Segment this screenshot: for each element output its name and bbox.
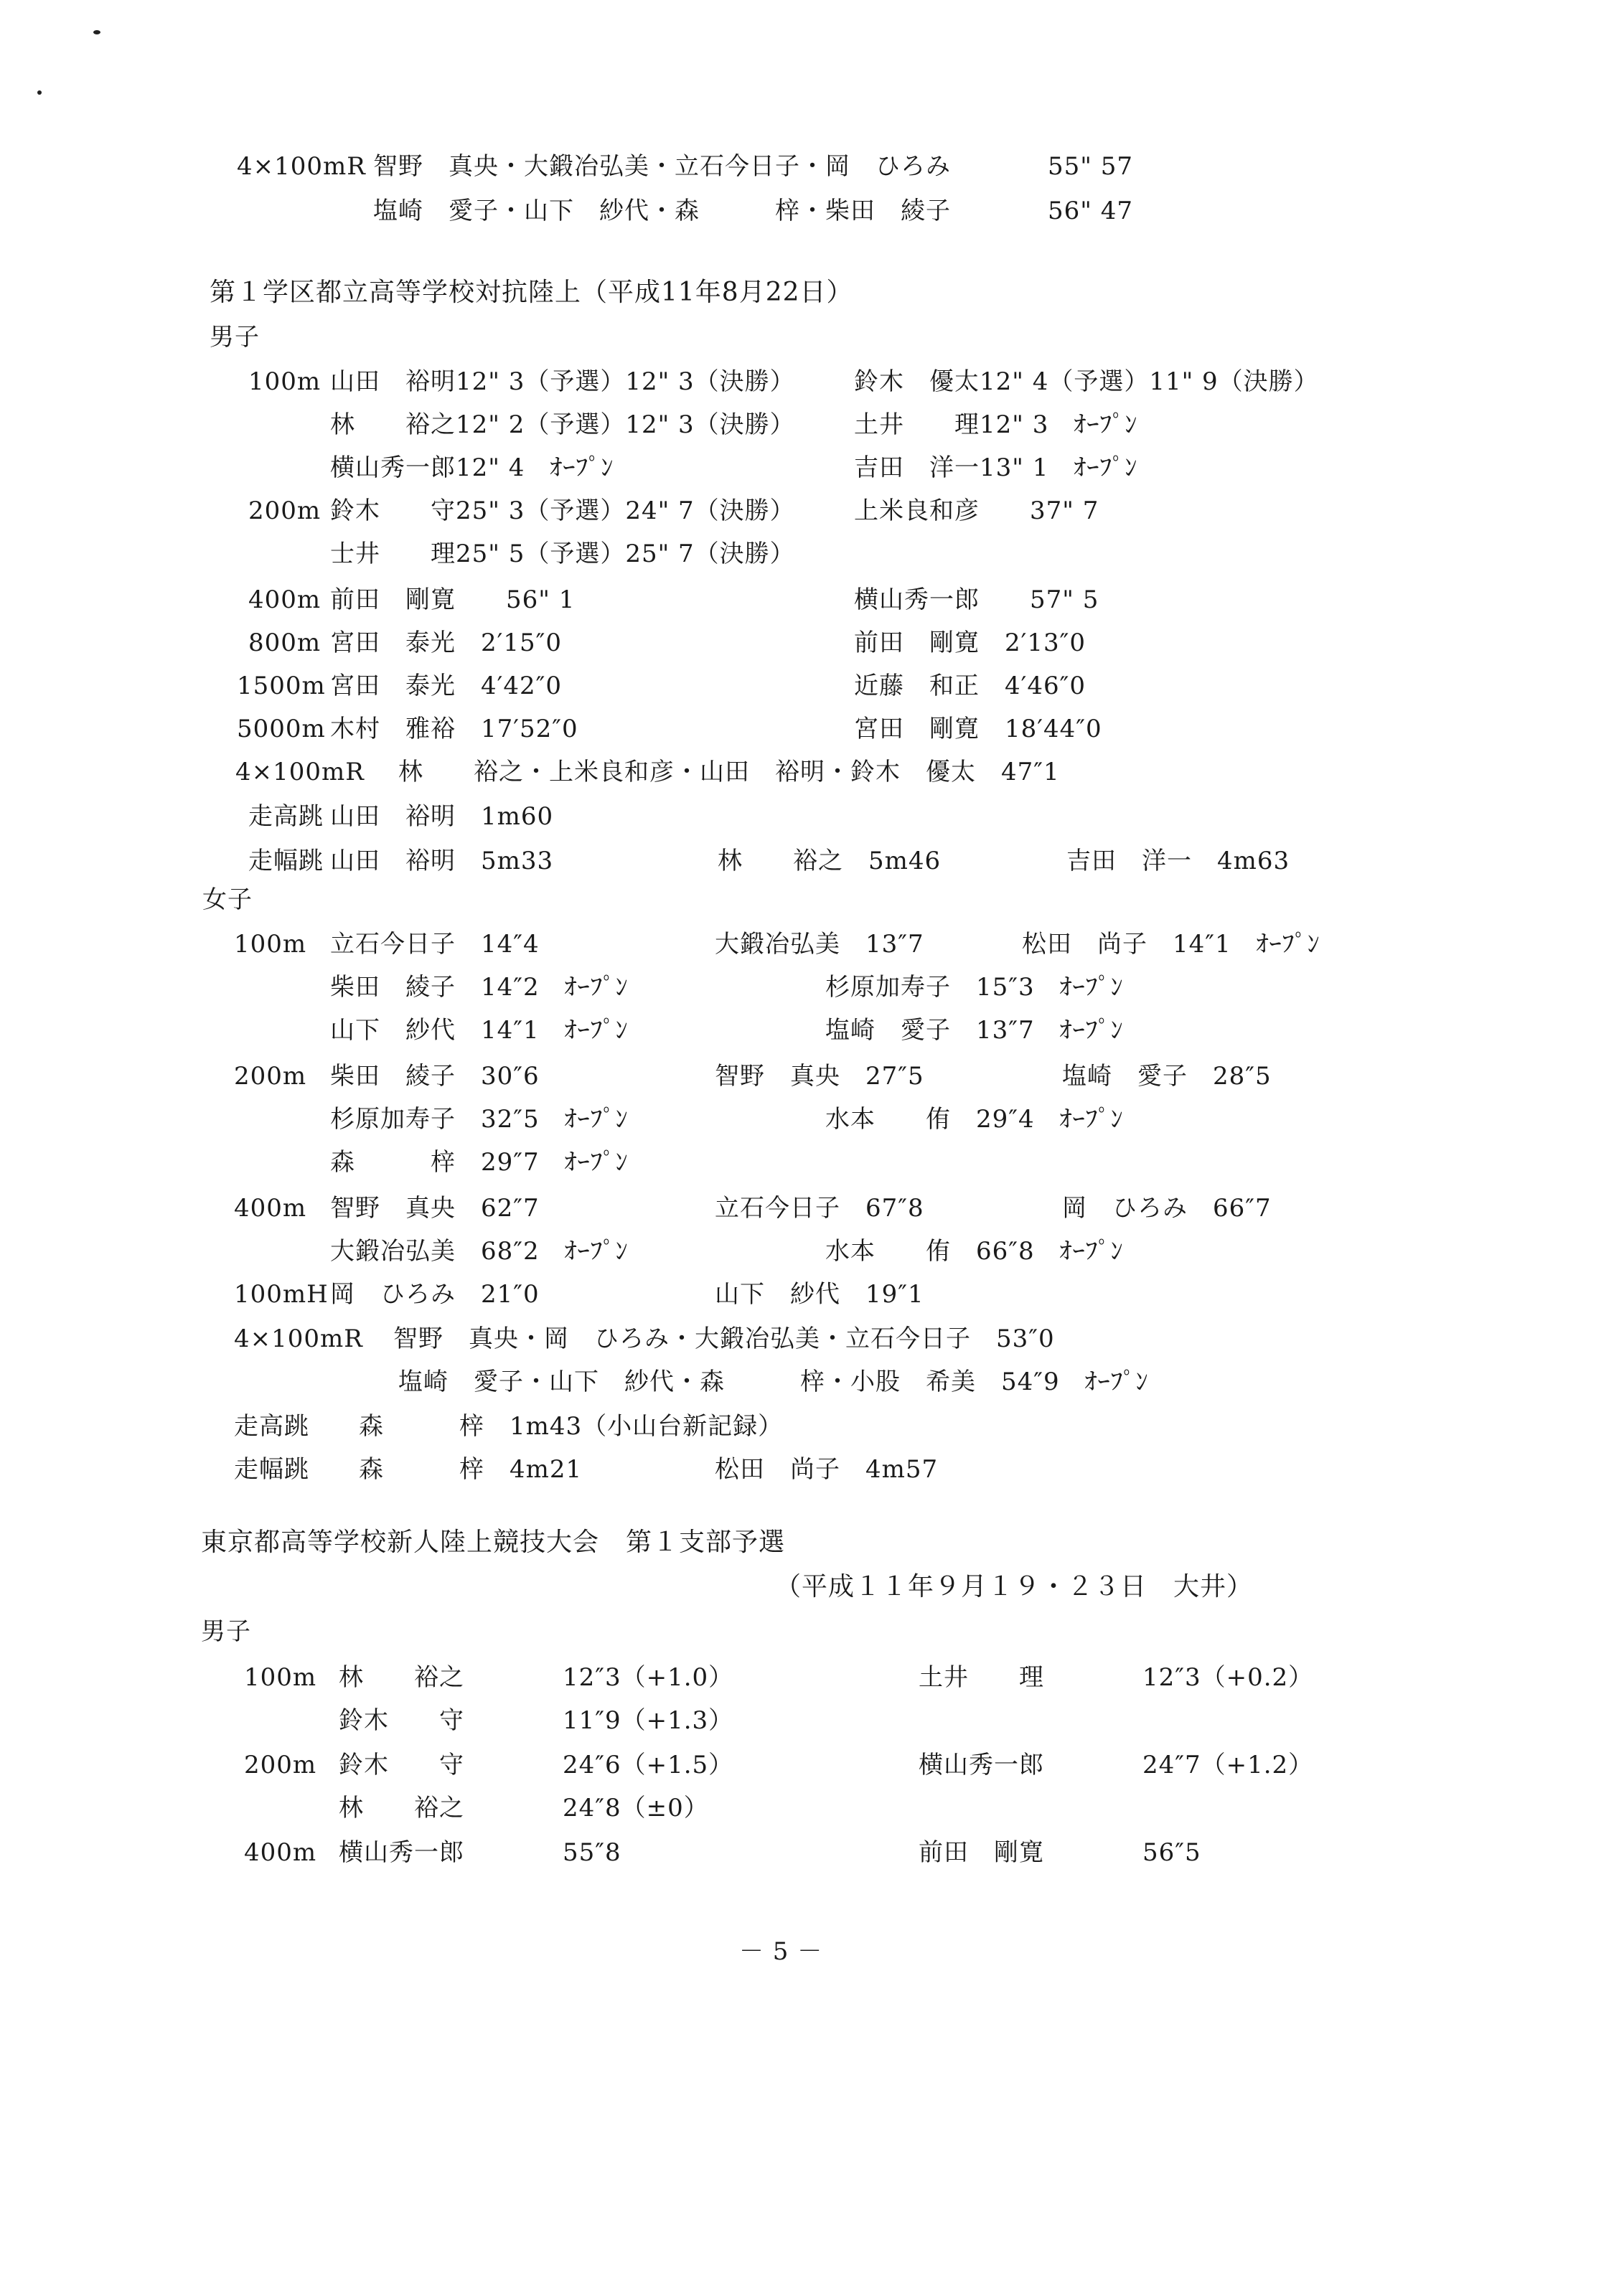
result-entry: 塩崎 愛子・山下 紗代・森 梓・小股 希美 54″9 ｵｰﾌﾟﾝ xyxy=(373,1368,1149,1396)
section-title: 第１学区都立高等学校対抗陸上（平成11年8月22日） xyxy=(210,278,853,307)
result-entry: 大鍛冶弘美 68″2 ｵｰﾌﾟﾝ xyxy=(330,1237,629,1266)
event-label: 200m xyxy=(248,497,321,525)
athlete-name: 横山秀一郎 xyxy=(339,1838,464,1867)
relay-time: 56" 47 xyxy=(1048,197,1133,225)
result-entry: 立石今日子 14″4 xyxy=(330,930,540,959)
result-entry: 土井 理12" 3 ｵｰﾌﾟﾝ xyxy=(854,410,1138,439)
event-label: 100m xyxy=(234,930,307,959)
result-entry: 林 裕之 5m46 xyxy=(718,847,942,875)
result-entry: 林 裕之・上米良和彦・山田 裕明・鈴木 優太 47″1 xyxy=(398,758,1060,786)
result-entry: 吉田 洋一 4m63 xyxy=(1066,847,1290,875)
result-entry: 山田 裕明 1m60 xyxy=(330,802,554,831)
result-entry: 柴田 綾子 30″6 xyxy=(330,1062,540,1091)
result-entry: 横山秀一郎 57" 5 xyxy=(854,585,1099,614)
result-time: 24″6（+1.5） xyxy=(563,1751,734,1779)
result-entry: 森 梓 4m21 xyxy=(359,1455,583,1484)
result-entry: 水本 侑 29″4 ｵｰﾌﾟﾝ xyxy=(825,1105,1124,1134)
result-entry: 前田 剛寛 56" 1 xyxy=(330,585,576,614)
result-time: 56″5 xyxy=(1142,1838,1201,1867)
scan-speck xyxy=(93,30,100,34)
result-entry: 鈴木 優太12" 4（予選）11" 9（決勝） xyxy=(854,367,1319,396)
relay-team: 智野 真央・大鍛冶弘美・立石今日子・岡 ひろみ xyxy=(373,152,951,181)
men-label: 男子 xyxy=(201,1617,251,1646)
event-label: 200m xyxy=(234,1062,307,1091)
athlete-name: 土井 理 xyxy=(919,1663,1044,1692)
relay-event: 4×100mR xyxy=(237,152,366,181)
result-entry: 上米良和彦 37" 7 xyxy=(854,497,1099,525)
result-entry: 山田 裕明 5m33 xyxy=(330,847,554,875)
page-number: － 5 － xyxy=(739,1937,823,1966)
men-label: 男子 xyxy=(210,323,260,352)
result-entry: 山下 紗代 19″1 xyxy=(715,1280,924,1309)
result-entry: 岡 ひろみ 66″7 xyxy=(1062,1194,1272,1223)
result-entry: 智野 真央 27″5 xyxy=(715,1062,924,1091)
event-label: 100mH xyxy=(234,1280,329,1309)
section-subtitle: （平成１１年９月１９・２３日 大井） xyxy=(775,1572,1254,1601)
scan-speck xyxy=(37,90,42,95)
relay-time: 55" 57 xyxy=(1048,152,1133,181)
result-entry: 杉原加寿子 32″5 ｵｰﾌﾟﾝ xyxy=(330,1105,629,1134)
result-entry: 士井 理25" 5（予選）25" 7（決勝） xyxy=(330,540,795,568)
athlete-name: 前田 剛寛 xyxy=(919,1838,1044,1867)
result-entry: 木村 雅裕 17′52″0 xyxy=(330,715,578,743)
event-label: 4×100mR xyxy=(234,1325,363,1353)
athlete-name: 林 裕之 xyxy=(339,1663,464,1692)
result-entry: 鈴木 守25" 3（予選）24" 7（決勝） xyxy=(330,497,795,525)
result-entry: 智野 真央 62″7 xyxy=(330,1194,540,1223)
result-entry: 松田 尚子 14″1 ｵｰﾌﾟﾝ xyxy=(1022,930,1320,959)
relay-team: 塩崎 愛子・山下 紗代・森 梓・柴田 綾子 xyxy=(373,197,951,225)
event-label: 400m xyxy=(248,585,321,614)
result-entry: 吉田 洋一13" 1 ｵｰﾌﾟﾝ xyxy=(854,453,1138,482)
event-label: 走幅跳 xyxy=(234,1455,309,1484)
result-time: 12″3（+1.0） xyxy=(563,1663,734,1692)
result-entry: 山田 裕明12" 3（予選）12" 3（決勝） xyxy=(330,367,795,396)
result-time: 55″8 xyxy=(563,1838,621,1867)
result-entry: 宮田 泰光 4′42″0 xyxy=(330,672,562,700)
result-entry: 杉原加寿子 15″3 ｵｰﾌﾟﾝ xyxy=(825,973,1124,1002)
result-entry: 水本 侑 66″8 ｵｰﾌﾟﾝ xyxy=(825,1237,1124,1266)
result-entry: 森 梓 29″7 ｵｰﾌﾟﾝ xyxy=(330,1148,629,1177)
result-entry: 松田 尚子 4m57 xyxy=(715,1455,939,1484)
result-entry: 林 裕之12" 2（予選）12" 3（決勝） xyxy=(330,410,795,439)
result-entry: 近藤 和正 4′46″0 xyxy=(854,672,1086,700)
result-time: 11″9（+1.3） xyxy=(563,1706,734,1735)
athlete-name: 鈴木 守 xyxy=(339,1706,464,1735)
event-label: 走高跳 xyxy=(248,802,324,831)
result-entry: 岡 ひろみ 21″0 xyxy=(330,1280,540,1309)
event-label: 400m xyxy=(244,1838,317,1867)
event-label: 1500m xyxy=(237,672,326,700)
event-label: 200m xyxy=(244,1751,317,1779)
section-title: 東京都高等学校新人陸上競技大会 第１支部予選 xyxy=(201,1528,786,1557)
result-time: 24″7（+1.2） xyxy=(1142,1751,1314,1779)
event-label: 5000m xyxy=(237,715,326,743)
event-label: 走幅跳 xyxy=(248,847,324,875)
result-entry: 塩崎 愛子 13″7 ｵｰﾌﾟﾝ xyxy=(825,1016,1124,1045)
event-label: 走高跳 xyxy=(234,1412,309,1441)
result-entry: 大鍛冶弘美 13″7 xyxy=(715,930,924,959)
result-entry: 宮田 泰光 2′15″0 xyxy=(330,629,562,657)
result-entry: 森 梓 1m43（小山台新記録） xyxy=(359,1412,784,1441)
event-label: 400m xyxy=(234,1194,307,1223)
result-entry: 立石今日子 67″8 xyxy=(715,1194,924,1223)
result-entry: 塩崎 愛子 28″5 xyxy=(1062,1062,1272,1091)
women-label: 女子 xyxy=(202,885,253,914)
event-label: 800m xyxy=(248,629,321,657)
result-time: 12″3（+0.2） xyxy=(1142,1663,1314,1692)
athlete-name: 横山秀一郎 xyxy=(919,1751,1044,1779)
event-label: 100m xyxy=(244,1663,317,1692)
result-entry: 山下 紗代 14″1 ｵｰﾌﾟﾝ xyxy=(330,1016,629,1045)
result-entry: 智野 真央・岡 ひろみ・大鍛冶弘美・立石今日子 53″0 xyxy=(393,1325,1055,1353)
event-label: 4×100mR xyxy=(235,758,365,786)
result-entry: 前田 剛寛 2′13″0 xyxy=(854,629,1086,657)
athlete-name: 鈴木 守 xyxy=(339,1751,464,1779)
result-entry: 柴田 綾子 14″2 ｵｰﾌﾟﾝ xyxy=(330,973,629,1002)
result-time: 24″8（±0） xyxy=(563,1794,709,1822)
event-label: 100m xyxy=(248,367,321,396)
athlete-name: 林 裕之 xyxy=(339,1794,464,1822)
result-entry: 宮田 剛寛 18′44″0 xyxy=(854,715,1102,743)
result-entry: 横山秀一郎12" 4 ｵｰﾌﾟﾝ xyxy=(330,453,614,482)
